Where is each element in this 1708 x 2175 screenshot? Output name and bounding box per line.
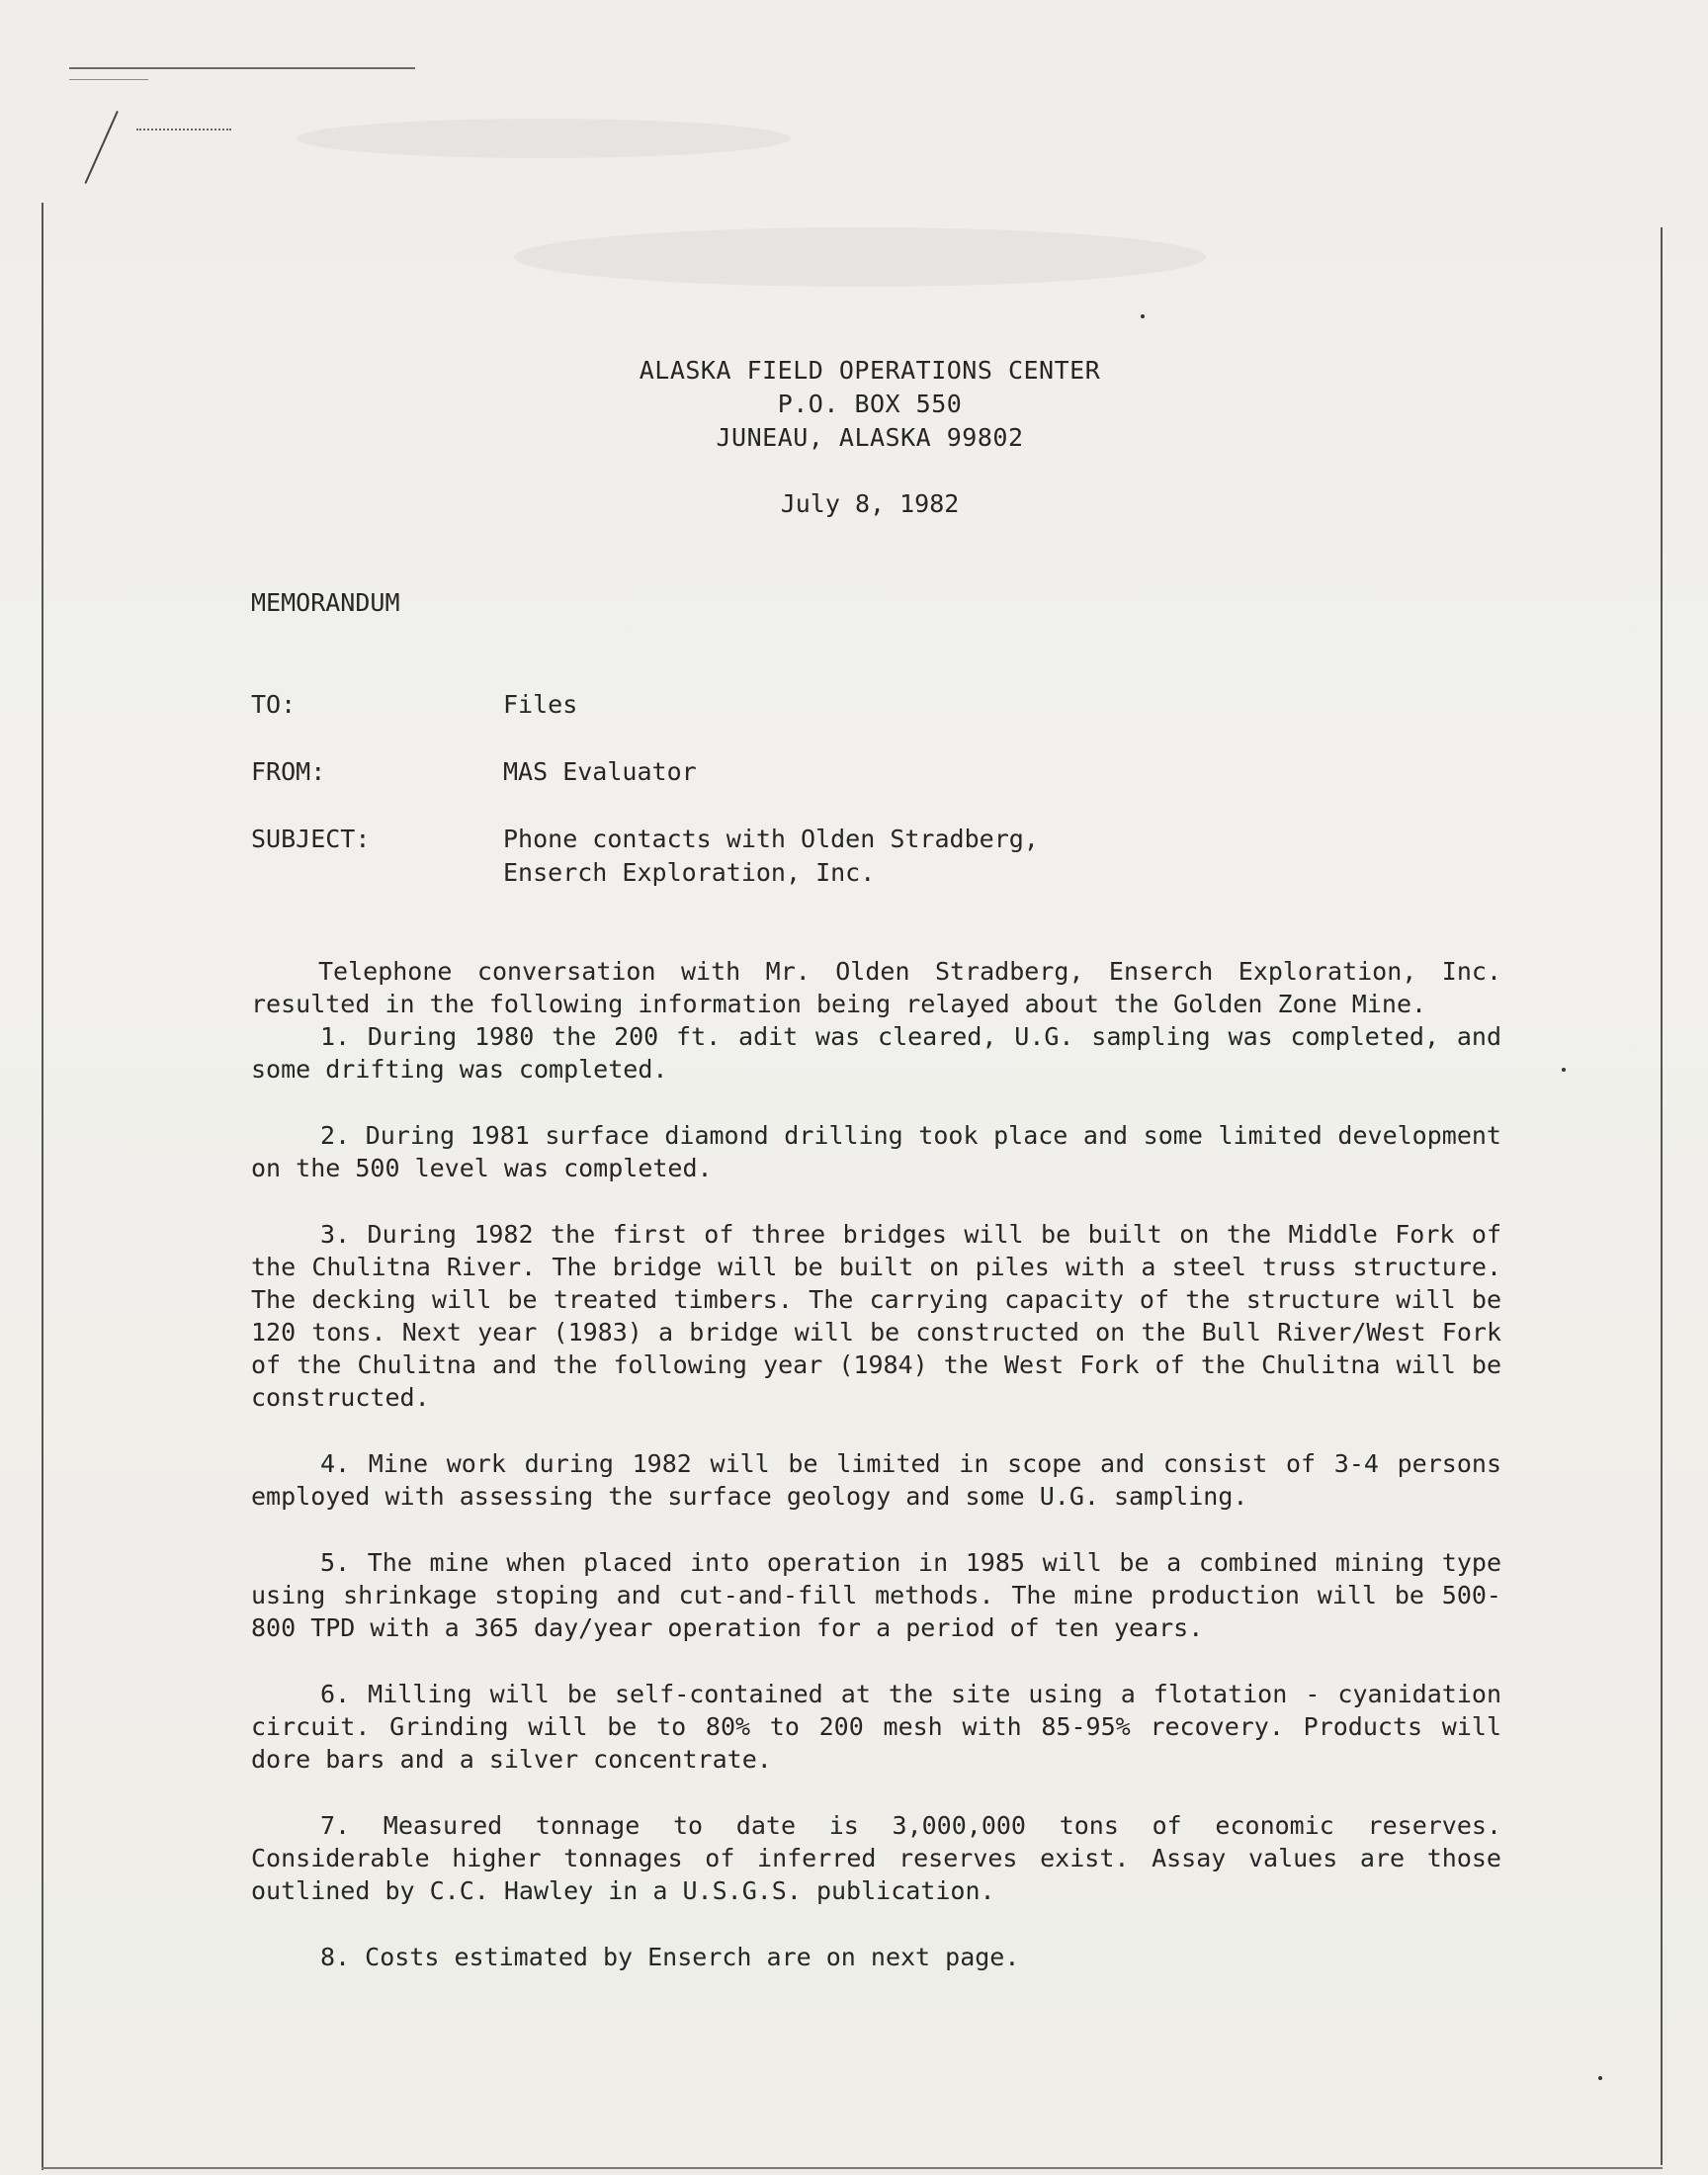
scan-rule-top (69, 67, 415, 69)
scan-smudge (297, 119, 791, 158)
memo-body (251, 955, 1501, 2007)
stray-mark (1141, 314, 1145, 318)
stray-mark (1598, 2076, 1602, 2080)
list-item-8: 8. Costs estimated by Enserch are on next page. (320, 1943, 1020, 1971)
to-value: Files (503, 690, 578, 719)
letterhead-org: ALASKA FIELD OPERATIONS CENTER (639, 356, 1101, 385)
list-item-3: 3. During 1982 the first of three bridges will be built on the Middle Fork of the Chulitna River. The bridge will be built on piles with a steel truss structure. The decking will be treated timbers. The carrying capacity of the structure will be 120 tons. Next year (1983) a bridge will be constructed on the Bull River/West Fork of the Chulitna and the following year (1984) the West Fork of the Chulitna will be constructed. (251, 1220, 1501, 1412)
memo-date: July 8, 1982 (780, 489, 960, 518)
list-item-7: 7. Measured tonnage to date is 3,000,000 tons of economic reserves. Considerable higher tonnages of inferred reserves exist. Assay values are those outlined by C.C. Hawley in a U.S.G.S. publication. (251, 1811, 1501, 1905)
scan-rule-short (69, 79, 148, 80)
letterhead-city: JUNEAU, ALASKA 99802 (716, 423, 1024, 452)
list-item-5: 5. The mine when placed into operation in 1985 will be a combined mining type using shrinkage stoping and cut-and-fill methods. The mine production will be 500-800 TPD with a 365 day/year operation for a period of ten years. (251, 1548, 1501, 1642)
letterhead-box: P.O. BOX 550 (777, 390, 963, 418)
to-label: TO: (251, 690, 297, 719)
letterhead (494, 354, 1245, 455)
handwritten-slash-mark (84, 111, 118, 184)
list-item-6: 6. Milling will be self-contained at the site using a flotation - cyanidation circuit. Grinding will be to 80% to 200 mesh with 85-95% recovery. Products will dore bars and a silver concentrate. (251, 1680, 1501, 1774)
page-border-bottom (42, 2167, 1663, 2169)
page-border-left (42, 203, 43, 2170)
subject-line-2: Enserch Exploration, Inc. (503, 858, 876, 887)
list-item-1: 1. During 1980 the 200 ft. adit was cleared, U.G. sampling was completed, and some drifting was completed. (251, 1022, 1501, 1084)
page-border-right (1661, 227, 1663, 2165)
stray-mark (1562, 1068, 1566, 1072)
list-item-4: 4. Mine work during 1982 will be limited in scope and consist of 3-4 persons employed with assessing the surface geology and some U.G. sampling. (251, 1449, 1501, 1511)
list-item-2: 2. During 1981 surface diamond drilling took place and some limited development on the 500 level was completed. (251, 1121, 1501, 1182)
scan-smudge (514, 227, 1206, 287)
intro-paragraph: Telephone conversation with Mr. Olden Stradberg, Enserch Exploration, Inc. resulted in the following information being relayed about the Golden Zone Mine. (251, 957, 1501, 1018)
from-label: FROM: (251, 757, 326, 786)
handwritten-dash-mark (136, 129, 231, 130)
from-value: MAS Evaluator (503, 757, 697, 786)
subject-label: SUBJECT: (251, 825, 371, 853)
subject-line-1: Phone contacts with Olden Stradberg, (503, 825, 1039, 853)
memo-title: MEMORANDUM (251, 588, 400, 617)
